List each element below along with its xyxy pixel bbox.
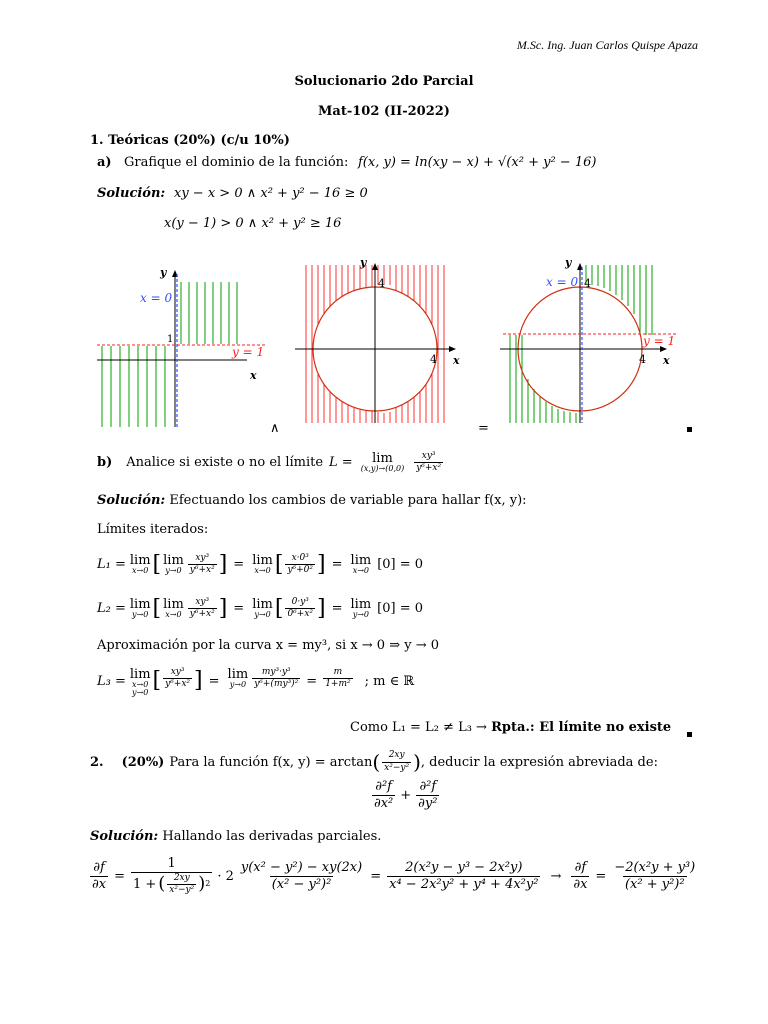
and-symbol: ∧ (270, 421, 280, 436)
q1a-solution-line2: x(y − 1) > 0 ∧ x² + y² ≥ 16 (164, 216, 342, 231)
q1-heading: 1. Teóricas (20%) (c/u 10%) (90, 133, 290, 148)
q1b-row (97, 452, 445, 474)
author-header: M.Sc. Ing. Juan Carlos Quispe Apaza (516, 38, 698, 52)
g3-y-label: y (565, 256, 572, 269)
g3-tick-x: 4 (639, 353, 646, 366)
g2-y-label: y (360, 256, 367, 269)
g3-x-label: x (663, 354, 670, 367)
q1a-solution-line1: xy − x > 0 ∧ x² + y² − 16 ≥ 0 (174, 186, 368, 201)
limit-conclusion: Como L₁ = L₂ ≠ L₃ → Rpta.: El límite no existe (350, 720, 672, 735)
q1a-label: a) (97, 155, 112, 170)
g2-tick-y: 4 (378, 277, 385, 290)
q1b-text: Analice si existe o no el límite (126, 455, 324, 471)
g3-tick-y: 4 (584, 277, 591, 290)
q1b-L: L = (329, 455, 353, 471)
q1b-label: b) (97, 455, 113, 471)
iterated-limits-label: Límites iterados: (97, 522, 209, 537)
g1-x0-label: x = 0 (140, 291, 173, 305)
graph-domain-circle (290, 255, 470, 425)
q2-solution: Solución: Hallando las derivadas parciales. (90, 829, 382, 844)
doc-subtitle: Mat-102 (II-2022) (318, 104, 450, 119)
g1-x-label: x (250, 369, 257, 382)
q1a-function: f(x, y) = ln(xy − x) + √(x² + y² − 16) (358, 155, 597, 170)
q1b-lim: lim (x,y)→(0,0) (360, 451, 405, 474)
g2-tick-x: 4 (430, 353, 437, 366)
q1b-solution: Solución: Efectuando los cambios de variable para hallar f(x, y): (97, 493, 527, 508)
L2-row: L₂ = lim y→0 [ lim x→0 $\frac{\text{xy³}}{\text{y⁶+x²}}$ ] = lim y→0 [ $\frac{\text{0·y³}}{\text{0⁶+x²}}$ ] = lim y→0 [0] = 0 (97, 596, 424, 621)
end-bullet-b (687, 732, 692, 737)
g1-y1-label: y = 1 (232, 345, 265, 359)
q1a-text: Grafique el dominio de la función: (124, 155, 349, 170)
q1a-solution-label: Solución: (97, 186, 166, 201)
g3-x0-label: x = 0 (546, 275, 579, 289)
q2-row: 2. (20%) Para la función f(x, y) = arctan ( $\frac{2xy}{\text{x²−y²}}$ ) , deducir la expresión abreviada de: (90, 750, 658, 774)
doc-title: Solucionario 2do Parcial (294, 74, 474, 89)
g3-y1-label: y = 1 (643, 334, 676, 348)
q1b-fraction: $\frac{\text{xy³}}{\text{y⁶+x²}}$ (416, 451, 442, 474)
end-bullet-a (687, 427, 692, 432)
laplacian-expression: $\frac{\text{∂²f}}{\text{∂x²}}$ + $\frac{\text{∂²f}}{\text{∂y²}}$ (374, 779, 438, 811)
graph-domain-log (92, 262, 270, 430)
g2-x-label: x (453, 354, 460, 367)
graph-domain-intersection (495, 255, 680, 425)
partial-derivative-row: $\frac{\partial f}{\partial x}$ = 1 1 + ( $\frac{2xy}{\text{x²−y²}}$ ) 2 · 2 $\frac{\text{y(x² − y²) − xy(2x)}}{\text{(x² − y²)²}}$ = $\frac{\text{2(x²y − y³ − 2x²y)}}{\text{x⁴ − 2x²y² + y⁴ + 4x²y²}}$ → $\frac{\partial f}{\partial x}$ = $\frac{\text{−2(x²y + y³)}}{\text{(x² + y²)²}}$ (92, 856, 696, 896)
equals-symbol: = (478, 421, 489, 436)
g1-y-label: y (160, 266, 167, 279)
curve-approx-text: Aproximación por la curva x = my³, si x → 0 ⇒ y → 0 (97, 638, 440, 653)
g1-one-label: 1 (167, 334, 174, 345)
L3-row: L₃ = lim x→0 y→0 [ $\frac{\text{xy³}}{\text{y⁶+x²}}$ ] = lim y→0 $\frac{\text{my³·y³}}{\text{y⁶+(my³)²}}$ = $\frac{m}{\text{1+m²}}$ ; m ∈ ℝ (97, 667, 415, 697)
L1-row: L₁ = lim x→0 [ lim y→0 $\frac{\text{xy³}}{\text{y⁶+x²}}$ ] = lim x→0 [ $\frac{\text{x·0³}}{\text{y⁶+0²}}$ ] = lim x→0 [0] = 0 (97, 552, 424, 577)
